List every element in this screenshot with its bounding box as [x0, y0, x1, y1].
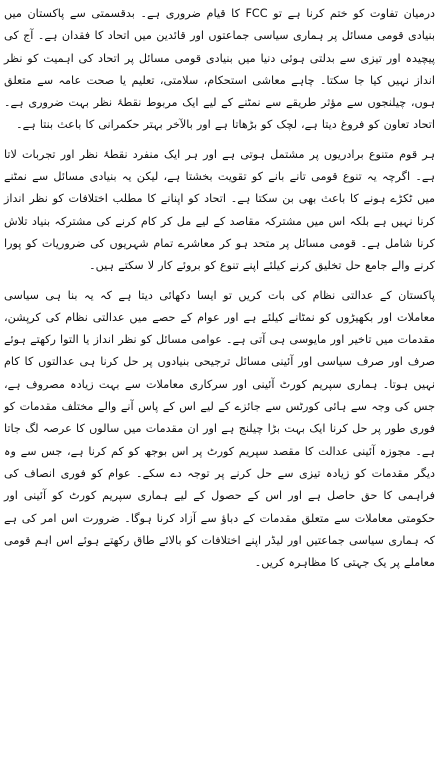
article-paragraph-2: ہر قوم متنوع برادریوں پر مشتمل ہوتی ہے اور ہر ایک منفرد نقطۂ نظر اور تجربات لاتا ہے۔ اگرچہ یہ تنوع قومی تانے بانے کو تقویت بخشتا ہے، لیکن یہ بنیادی مسائل سے نمٹنے میں ٹکڑے ہونے کا باعث بھی بن سکتا ہے۔ اتحاد کو اپنانے کا مطلب اختلافات کو نظر انداز کرنا نہیں ہے بلکہ اس میں مشترکہ مقاصد کے لیے مل کر کام کرنے کی مشترکہ بنیاد تلاش کرنا شامل ہے۔ قومی مسائل پر متحد ہو کر معاشرے تمام شہریوں کی ضروریات کو پورا کرنے والے جامع حل تخلیق کرنے کیلئے اپنے تنوع کو بروئے کار لا سکتے ہیں۔ — [4, 147, 435, 273]
article-paragraph-3: پاکستان کے عدالتی نظام کی بات کریں تو ایسا دکھائی دیتا ہے کہ یہ بنا ہی سیاسی معاملات اور بکھیڑوں کو نمٹانے کیلئے ہے اور عوام کے حصے میں عدالتی نظام کی کرپشن، مقدمات میں تاخیر اور مایوسی ہی آتی ہے۔ عوامی مسائل کو نظر انداز یا التوا رکھتے ہوئے صرف اور صرف سیاسی اور آئینی مسائل ترجیحی بنیادوں پر حل کرنا ہی عدالتوں کا کام نہیں ہوتا۔ ہماری سپریم کورٹ آئینی اور سرکاری معاملات سے بہت زیادہ مصروف ہے، جس کی وجہ سے ہائی کورٹس سے جائزے کے لیے اس کے پاس آنے والے مختلف مقدمات کو فوری طور پر حل کرنا ایک بہت بڑا چیلنج ہے اور ان مقدمات میں سالوں کا عرصہ لگ جاتا ہے۔ مجوزہ آئینی عدالت کا مقصد سپریم کورٹ پر اس بوجھ کو کم کرنا ہے، جس سے وہ دیگر مقدمات کو زیادہ تیزی سے حل کرنے پر توجہ دے سکے۔ عوام کو فوری انصاف کی فراہمی کا حق حاصل ہے اور اس کے حصول کے لیے ہماری سپریم کورٹ کو آئینی اور حکومتی معاملات سے متعلق مقدمات کے دباؤ سے آزاد کرنا ہوگا۔ ضرورت اس امر کی ہے کہ ہماری سیاسی جماعتیں اور لیڈر اپنے اختلافات کو بالائے طاق رکھتے ہوئے اس اہم قومی معاملے پر یک جہتی کا مظاہرہ کریں۔ — [4, 288, 435, 570]
article-paragraph-1: درمیان تفاوت کو ختم کرنا ہے تو FCC کا قیام ضروری ہے۔ بدقسمتی سے پاکستان میں بنیادی قومی مسائل پر ہماری سیاسی جماعتوں اور قائدین میں اتحاد کا فقدان ہے۔ آج کی پیچیدہ اور تیزی سے بدلتی ہوئی دنیا میں بنیادی قومی مسائل پر اتحاد کی اہمیت کو نظر انداز نہیں کیا جا سکتا۔ چاہے معاشی استحکام، سلامتی، تعلیم یا صحت عامہ سے متعلق ہوں، چیلنجوں سے مؤثر طریقے سے نمٹنے کے لیے ایک مربوط نقطۂ نظر بہت ضروری ہے۔ اتحاد تعاون کو فروغ دیتا ہے، لچک کو بڑھاتا ہے اور بالآخر بہتر حکمرانی کا باعث بنتا ہے۔ — [4, 7, 435, 132]
